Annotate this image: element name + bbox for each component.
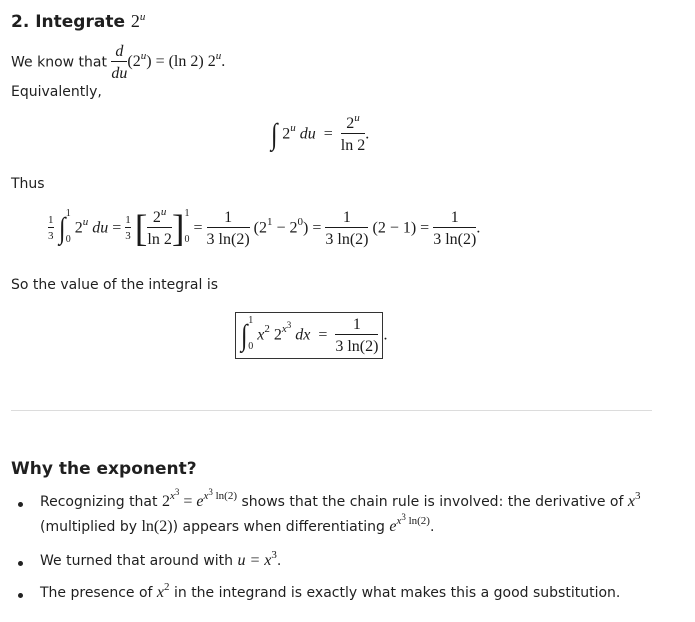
bullet-item-1-line2: (multiplied by ln(2)) appears when differentiating $e^{x^3 ln(2)}$. xyxy=(40,512,435,535)
section-divider xyxy=(11,410,652,411)
derivative-fraction: $\frac{d}{du}$ xyxy=(111,43,128,83)
thus-text: Thus xyxy=(11,176,45,192)
why-heading: Why the exponent? xyxy=(11,459,197,479)
boxed-result: ∫ 1 0 $x^2$ $2^{x^3}$ dx = $\frac{1}{3 \ln(2)}$ . xyxy=(235,312,387,359)
so-value-text: So the value of the integral is xyxy=(11,277,218,293)
derivative-sentence: We know that $\frac{d}{du}$ $(2^u) = (\ln$ 2) 2$^u$. xyxy=(11,43,226,83)
bullet-marker xyxy=(18,593,23,598)
display-integral-2: $\frac{1}{3}$ ∫ 1 0 2$^u$ du = $\frac{1}{3}$ [ $\frac{2^u}{\ln 2}$ ] 1 0 = $\frac{1}{3 \ln(2)}$ $(2^1 - 2^0)$ = $\frac{1}{3 \ln(2)}$ (2 − 1) = $\frac{1}{3 \ln(2)}$ . xyxy=(48,206,481,250)
bullet-item-2: We turned that around with $u = x^3$. xyxy=(40,549,282,569)
bullet-item-3: The presence of $x^2$ in the integrand is exactly what makes this a good substitution. xyxy=(40,581,621,601)
equivalently-text: Equivalently, xyxy=(11,84,102,100)
bullet-marker xyxy=(18,502,23,507)
display-integral-1: ∫ 2$^u$ du = $\frac{2^u}{\ln 2}$ . xyxy=(270,112,370,155)
bullet-marker xyxy=(18,561,23,566)
section-heading: 2. Integrate 2$^u$ xyxy=(11,11,146,32)
bullet-item-1: Recognizing that $2^{x^3} = e^{x^3 ln(2)}$ shows that the chain rule is involved: the derivative of $x^3$ xyxy=(40,487,641,510)
